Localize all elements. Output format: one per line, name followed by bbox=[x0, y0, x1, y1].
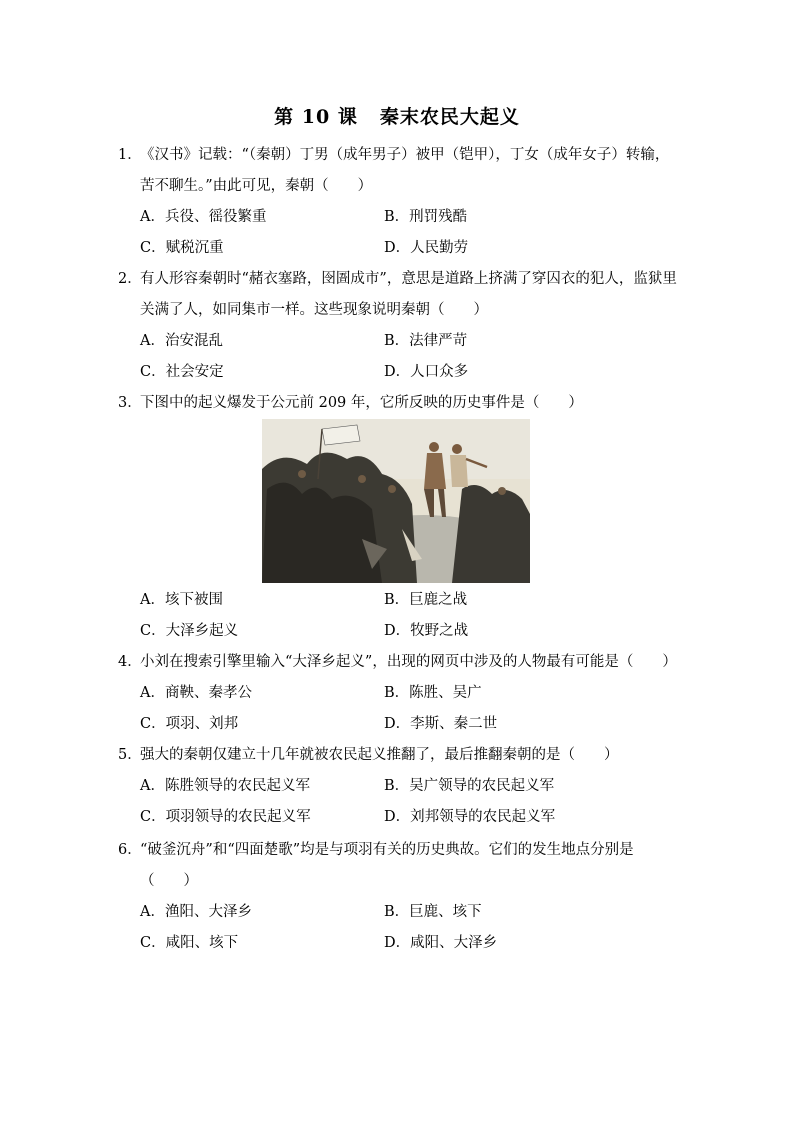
option-d[interactable]: D．刘邦领导的农民起义军 bbox=[384, 809, 556, 825]
option-b[interactable]: B．刑罚残酷 bbox=[384, 209, 468, 225]
option-a[interactable]: A．垓下被围 bbox=[140, 592, 223, 608]
option-c[interactable]: C．咸阳、垓下 bbox=[140, 935, 239, 951]
option-a[interactable]: A．渔阳、大泽乡 bbox=[140, 904, 252, 920]
option-c[interactable]: C．项羽、刘邦 bbox=[140, 716, 239, 732]
option-d[interactable]: D．人口众多 bbox=[384, 364, 469, 380]
option-b[interactable]: B．吴广领导的农民起义军 bbox=[384, 778, 555, 794]
options bbox=[118, 897, 698, 959]
lesson-name: 秦末农民大起义 bbox=[379, 106, 520, 128]
question-stem: 2．有人形容秦朝时“赭衣塞路，囹圄成市”，意思是道路上挤满了穿囚衣的犯人，监狱里 bbox=[118, 271, 677, 287]
options bbox=[118, 202, 698, 264]
option-c[interactable]: C．项羽领导的农民起义军 bbox=[140, 809, 311, 825]
option-d[interactable]: D．人民勤劳 bbox=[384, 240, 469, 256]
question-6: 6．“破釜沉舟”和“四面楚歌”均是与项羽有关的历史典故。它们的发生地点分别是 （ ） A．渔阳、大泽乡 B．巨鹿、垓下 C．咸阳、垓下 D．咸阳、大泽乡 bbox=[118, 835, 698, 959]
options bbox=[118, 771, 698, 833]
question-5 bbox=[118, 740, 698, 833]
lesson-title bbox=[0, 102, 794, 129]
option-d[interactable]: D．咸阳、大泽乡 bbox=[384, 935, 498, 951]
uprising-illustration bbox=[262, 419, 530, 583]
question-stem: 1．《汉书》记载：“（秦朝）丁男（成年男子）被甲（铠甲），丁女（成年女子）转输， bbox=[118, 147, 670, 163]
option-a[interactable]: A．陈胜领导的农民起义军 bbox=[140, 778, 310, 794]
option-b[interactable]: B．巨鹿、垓下 bbox=[384, 904, 482, 920]
lesson-number: 第 10 课 bbox=[274, 106, 358, 128]
option-a[interactable]: A．兵役、徭役繁重 bbox=[140, 209, 267, 225]
question-3-options bbox=[118, 585, 698, 647]
question-4 bbox=[118, 647, 698, 740]
question-stem: 3．下图中的起义爆发于公元前 209 年，它所反映的历史事件是（ ） bbox=[118, 395, 583, 411]
option-c[interactable]: C．社会安定 bbox=[140, 364, 224, 380]
option-d[interactable]: D．牧野之战 bbox=[384, 623, 469, 639]
option-c[interactable]: C．大泽乡起义 bbox=[140, 623, 239, 639]
option-b[interactable]: B．法律严苛 bbox=[384, 333, 468, 349]
options bbox=[118, 585, 698, 647]
option-a[interactable]: A．商鞅、秦孝公 bbox=[140, 685, 252, 701]
option-a[interactable]: A．治安混乱 bbox=[140, 333, 223, 349]
options bbox=[118, 326, 698, 388]
question-stem: 6．“破釜沉舟”和“四面楚歌”均是与项羽有关的历史典故。它们的发生地点分别是 bbox=[118, 842, 634, 858]
option-d[interactable]: D．李斯、秦二世 bbox=[384, 716, 498, 732]
option-b[interactable]: B．陈胜、吴广 bbox=[384, 685, 482, 701]
question-2: 2．有人形容秦朝时“赭衣塞路，囹圄成市”，意思是道路上挤满了穿囚衣的犯人，监狱里 关满了人，如同集市一样。这些现象说明秦朝（ ） A．治安混乱 B．法律严苛 C．社会安定 D．人口众多 bbox=[118, 264, 698, 388]
options bbox=[118, 678, 698, 740]
question-stem: 5．强大的秦朝仅建立十几年就被农民起义推翻了，最后推翻秦朝的是（ ） bbox=[118, 747, 619, 763]
option-b[interactable]: B．巨鹿之战 bbox=[384, 592, 468, 608]
question-3 bbox=[118, 388, 698, 419]
option-c[interactable]: C．赋税沉重 bbox=[140, 240, 224, 256]
question-1: 1．《汉书》记载：“（秦朝）丁男（成年男子）被甲（铠甲），丁女（成年女子）转输， 苦不聊生。”由此可见，秦朝（ ） A．兵役、徭役繁重 B．刑罚残酷 C．赋税沉重 D．人民勤劳 bbox=[118, 140, 698, 264]
question-stem: 4．小刘在搜索引擎里输入“大泽乡起义”，出现的网页中涉及的人物最有可能是（ ） bbox=[118, 654, 677, 670]
